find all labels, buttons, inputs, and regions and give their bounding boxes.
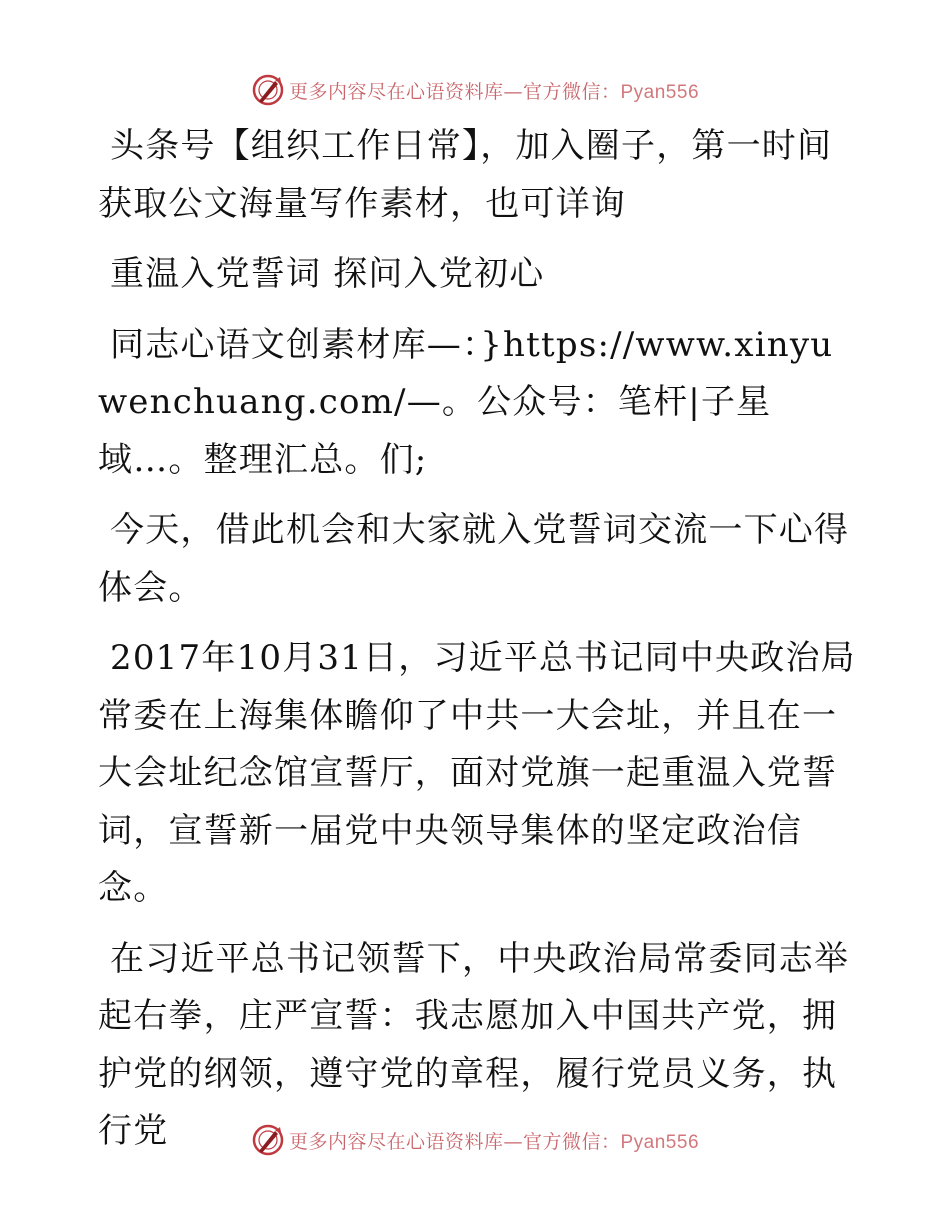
quill-pen-seal-icon (251, 73, 285, 107)
footer-banner (0, 1120, 950, 1160)
paragraph: 在习近平总书记领誓下，中央政治局常委同志举起右拳，庄严宣誓：我志愿加入中国共产党，拥护党的纲领，遵守党的章程，履行党员义务，执行党 (98, 938, 850, 1151)
paragraph: 重温入党誓词 探问入党初心 (110, 254, 545, 294)
paragraph: 头条号【组织工作日常】，加入圈子，第一时间获取公文海量写作素材，也可详询 (98, 126, 833, 224)
document-body (98, 118, 858, 1174)
paragraph: 2017年10月31日，习近平总书记同中央政治局常委在上海集体瞻仰了中共一大会址，并且在一大会址纪念馆宣誓厅，面对党旗一起重温入党誓词，宣誓新一届党中央领导集体的坚定政治信念。 (98, 638, 856, 908)
paragraph: 同志心语文创素材库—：}https://www.xinyuwenchuang.com/—。公众号：笔杆|子星域…。整理汇总。们; (98, 324, 834, 480)
header-banner-text: 更多内容尽在心语资料库—官方微信：Pyan556 (288, 80, 700, 103)
wechat-id: Pyan556 (620, 1131, 700, 1153)
quill-pen-seal-icon (251, 1123, 285, 1157)
footer-banner-text: 更多内容尽在心语资料库—官方微信：Pyan556 (288, 1130, 700, 1153)
header-banner (0, 70, 950, 110)
paragraph: 今天，借此机会和大家就入党誓词交流一下心得体会。 (98, 510, 850, 608)
wechat-id: Pyan556 (620, 81, 700, 103)
